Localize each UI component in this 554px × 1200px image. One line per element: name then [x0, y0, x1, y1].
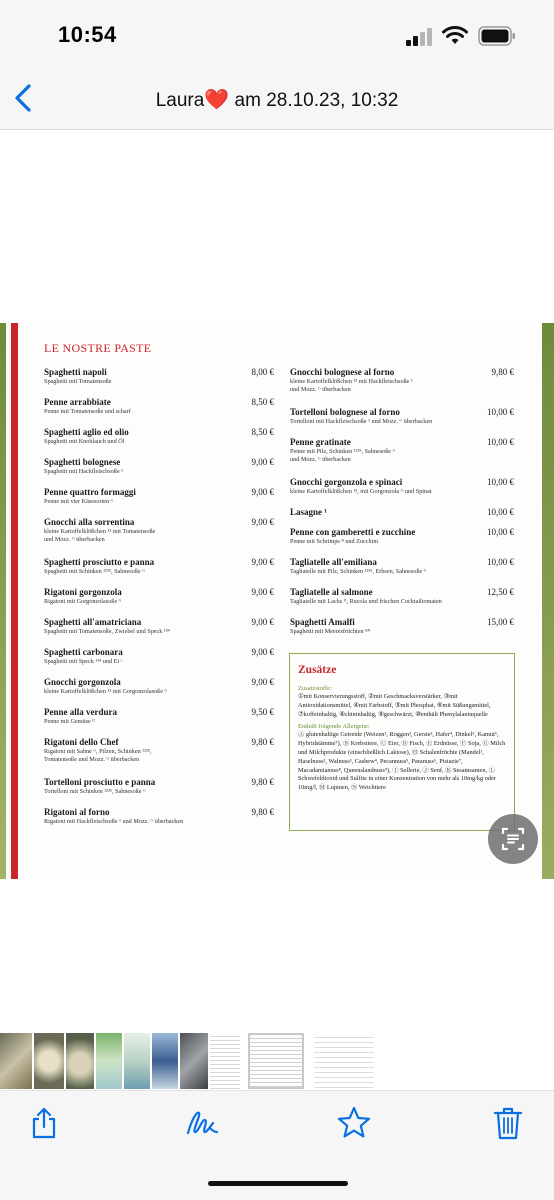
menu-item: [44, 737, 274, 764]
menu-item: [44, 397, 274, 416]
dish-price: 9,00 €: [251, 517, 274, 527]
dish-description: Spaghetti mit Knoblauch und Öl: [44, 438, 125, 445]
dish-description: Spaghetti mit Meeresfrüchten ᴮᴺ: [290, 628, 371, 635]
dish-price: 8,00 €: [251, 367, 274, 377]
dish-name: Spaghetti bolognese: [44, 457, 121, 467]
dish-description: und Mozz. ᴳ überbacken: [290, 386, 351, 393]
menu-item: [44, 457, 274, 476]
thumbnail[interactable]: [34, 1033, 64, 1089]
dish-description: Tortelloni mit Schinken ¹²³⁵, Sahnesoße ᴳ: [44, 788, 146, 795]
share-icon[interactable]: [26, 1105, 62, 1141]
wifi-icon: [442, 25, 468, 45]
dish-price: 10,00 €: [487, 527, 514, 537]
dish-name: Penne quattro formaggi: [44, 487, 136, 497]
thumbnail[interactable]: [96, 1033, 122, 1089]
menu-item: [44, 587, 274, 606]
dish-price: 9,80 €: [491, 367, 514, 377]
home-indicator: [208, 1181, 348, 1186]
dish-description: kleine Kartoffelklößchen ¹³ mit Tomatensoße: [44, 528, 156, 535]
dish-description: und Mozz. ᴳ überbacken: [290, 456, 351, 463]
dish-name: Rigatoni gorgonzola: [44, 587, 122, 597]
menu-item: [290, 477, 514, 496]
dish-description: Rigatoni mit Gorgonzolasoße ᴳ: [44, 598, 122, 605]
dish-description: Spaghetti mit Speck ¹³⁴ und Ei ᶜ: [44, 658, 123, 665]
thumbnail[interactable]: [66, 1033, 94, 1089]
dish-name: Spaghetti prosciutto e panna: [44, 557, 155, 567]
dish-price: 9,00 €: [251, 457, 274, 467]
menu-item: [44, 707, 274, 726]
star-icon[interactable]: [336, 1105, 372, 1141]
dish-description: Tomatensoße und Mozz. ᴳ überbacken: [44, 756, 140, 763]
heart-icon: ❤️: [204, 89, 230, 111]
dish-name: Spaghetti aglio ed olio: [44, 427, 129, 437]
dish-price: 9,00 €: [251, 617, 274, 627]
menu-item: [290, 407, 514, 426]
menu-item: [44, 777, 274, 796]
menu-item: [44, 807, 274, 826]
menu-item: [44, 617, 274, 636]
dish-description: und Mozz. ᴳ überbacken: [44, 536, 105, 543]
dish-description: Spaghetti mit Tomatensoße, Zwiebel und Speck ¹³⁴: [44, 628, 170, 635]
dish-name: Tortelloni bolognese al forno: [290, 407, 400, 417]
dish-name: Spaghetti napoli: [44, 367, 107, 377]
additives-box: [289, 653, 515, 831]
dish-description: Penne mit Schrimps ᴮ und Zucchini: [290, 538, 379, 545]
thumbnail[interactable]: [314, 1033, 374, 1089]
dish-name: Penne gratinate: [290, 437, 351, 447]
dish-name: Spaghetti all'amatriciana: [44, 617, 142, 627]
menu-item: [290, 617, 514, 636]
dish-description: Spaghetti mit Schinken ¹²³⁵, Sahnesoße ᴳ: [44, 568, 145, 575]
battery-icon: [478, 26, 516, 46]
dish-price: 9,00 €: [251, 487, 274, 497]
dish-name: Rigatoni al forno: [44, 807, 110, 817]
menu-item: [290, 587, 514, 606]
dish-price: 9,00 €: [251, 557, 274, 567]
thumbnail[interactable]: [124, 1033, 150, 1089]
additives-list: ①mit Konservierungsstoff, ②mit Geschmacksverstärker, ③mit Antioxidationsmittel, ④mit Farbstoff, ⑤mit Phosphat, ⑥mit Süßungsmittel, ⑦koffeinhaltig, ⑧chininhaltig, ⑨geschwärzt, ⑩enthält Phenylalaninquelle: [298, 693, 491, 718]
trash-icon[interactable]: [490, 1105, 526, 1141]
dish-name: Gnocchi alla sorrentina: [44, 517, 135, 527]
dish-price: 10,00 €: [487, 437, 514, 447]
dish-description: Rigatoni mit Sahne ᴳ, Pilzen, Schinken ¹²³⁵,: [44, 748, 152, 755]
dish-description: Tagliatelle mit Lachs ᴰ, Rucola und frischen Cocktailtomaten: [290, 598, 442, 605]
menu-item: [44, 367, 274, 386]
live-text-icon[interactable]: [488, 814, 538, 864]
menu-heading: LE NOSTRE PASTE: [44, 341, 152, 355]
dish-description: Spaghetti mit Tomatensoße: [44, 378, 112, 385]
markup-icon[interactable]: [184, 1105, 220, 1141]
additives-subtitle: Zusatzstoffe:: [298, 685, 332, 692]
status-bar: [0, 0, 554, 70]
allergens-list: Ⓐ glutenhaltige Getreide (Weizen¹, Roggen², Gerste³, Hafer⁴, Dinkel⁵, Kamut⁶, Hybridstämme⁷), Ⓑ Krebstiere, Ⓒ Eier, Ⓓ Fisch, Ⓔ Erdnüsse, Ⓕ Soja, Ⓖ Milch und Milchprodukte (einschließlich Laktose), Ⓗ Schalenfrüchte (Mandel¹, Haselnuss², Walnuss³, Cashew⁴, Pecannuss⁵, Paranuss⁶, Pistazie⁷, Macadamianuss⁸, Queenslandnuss⁹), Ⓘ Sellerie, Ⓙ Senf, Ⓚ Sesamsamen, Ⓛ Schwefeldioxid und Sulfite in einer Konzentration von mehr als 10mg/kg oder 10mg/l, Ⓜ Lupinen, Ⓝ Weichtiere: [298, 731, 506, 792]
menu-item: [290, 367, 514, 394]
menu-item: [290, 557, 514, 576]
dish-price: 8,50 €: [251, 427, 274, 437]
thumbnail[interactable]: [180, 1033, 208, 1089]
dish-price: 9,00 €: [251, 677, 274, 687]
menu-item: [44, 427, 274, 446]
bottom-toolbar: [0, 1090, 554, 1200]
photo-viewer[interactable]: [0, 131, 554, 1031]
menu-item: [44, 487, 274, 506]
dish-name: Gnocchi bolognese al forno: [290, 367, 395, 377]
dish-name: Lasagne ¹: [290, 507, 327, 517]
menu-item: [44, 517, 274, 544]
dish-description: Penne mit Gemüse ᴵᴶ: [44, 718, 96, 725]
dish-price: 10,00 €: [487, 507, 514, 517]
menu-border-left: [0, 323, 6, 879]
menu-border-right: [542, 323, 554, 879]
menu-item: [290, 527, 514, 546]
dish-name: Tagliatelle al salmone: [290, 587, 373, 597]
menu-item: [44, 677, 274, 696]
dish-price: 15,00 €: [487, 617, 514, 627]
thumbnail[interactable]: [152, 1033, 178, 1089]
photo-date: am 28.10.23, 10:32: [229, 90, 399, 111]
dish-price: 12,50 €: [487, 587, 514, 597]
dish-name: Tortelloni prosciutto e panna: [44, 777, 156, 787]
dish-name: Gnocchi gorgonzola: [44, 677, 121, 687]
menu-item: [44, 647, 274, 666]
dish-price: 10,00 €: [487, 477, 514, 487]
dish-description: Tagliatelle mit Pilz, Schinken ¹²³⁵, Erbsen, Sahnesoße ᴳ: [290, 568, 427, 575]
navigation-bar: [0, 70, 554, 130]
dish-price: 9,50 €: [251, 707, 274, 717]
dish-description: kleine Kartoffelklößchen ¹³, mit Gorgonzola ᴳ und Spinat: [290, 488, 432, 495]
cellular-signal-icon: [406, 28, 432, 46]
thumbnail[interactable]: [210, 1033, 240, 1089]
dish-name: Rigatoni dello Chef: [44, 737, 119, 747]
dish-name: Spaghetti Amalfi: [290, 617, 355, 627]
dish-description: Spaghetti mit Hackfleischsoße ¹: [44, 468, 124, 475]
dish-price: 10,00 €: [487, 407, 514, 417]
dish-description: kleine Kartoffelklößchen ¹³ mit Hackfleischsoße ¹: [290, 378, 413, 385]
photo-title: [0, 87, 554, 112]
dish-name: Penne alla verdura: [44, 707, 117, 717]
thumbnail-current[interactable]: [248, 1033, 304, 1089]
menu-red-stripe: [11, 323, 18, 879]
dish-name: Penne arrabbiate: [44, 397, 111, 407]
dish-description: Penne mit Tomatensoße und scharf: [44, 408, 131, 415]
dish-name: Penne con gamberetti e zucchine: [290, 527, 416, 537]
dish-description: kleine Kartoffelklößchen ¹³ mit Gorgonzolasoße ᴳ: [44, 688, 168, 695]
dish-description: Rigatoni mit Hackfleischsoße ¹ und Mozz. ᴳ überbacken: [44, 818, 184, 825]
dish-price: 10,00 €: [487, 557, 514, 567]
thumbnail-strip[interactable]: [0, 1033, 554, 1089]
dish-price: 8,50 €: [251, 397, 274, 407]
dish-name: Gnocchi gorgonzola e spinaci: [290, 477, 403, 487]
dish-price: 9,00 €: [251, 587, 274, 597]
menu-item: [290, 507, 514, 518]
dish-name: Tagliatelle all'emiliana: [290, 557, 377, 567]
menu-photo: [0, 323, 554, 879]
additives-title: Zusätze: [298, 664, 337, 676]
status-time: 10:54: [58, 22, 117, 47]
dish-price: 9,00 €: [251, 647, 274, 657]
sender-name: Laura: [155, 90, 205, 111]
dish-price: 9,80 €: [251, 807, 274, 817]
menu-item: [44, 557, 274, 576]
dish-description: Tortelloni mit Hackfleischsoße ¹ und Mozz. ᴳ überbacken: [290, 418, 433, 425]
dish-description: Penne mit Pilz, Schinken ¹²³⁵, Sahnesoße ᴳ: [290, 448, 396, 455]
allergens-subtitle: Enthält folgende Allergene:: [298, 723, 370, 731]
dish-description: Penne mit vier Käsesorten ᴳ: [44, 498, 114, 505]
dish-price: 9,80 €: [251, 777, 274, 787]
menu-item: [290, 437, 514, 464]
dish-price: 9,80 €: [251, 737, 274, 747]
thumbnail[interactable]: [0, 1033, 32, 1089]
dish-name: Spaghetti carbonara: [44, 647, 123, 657]
